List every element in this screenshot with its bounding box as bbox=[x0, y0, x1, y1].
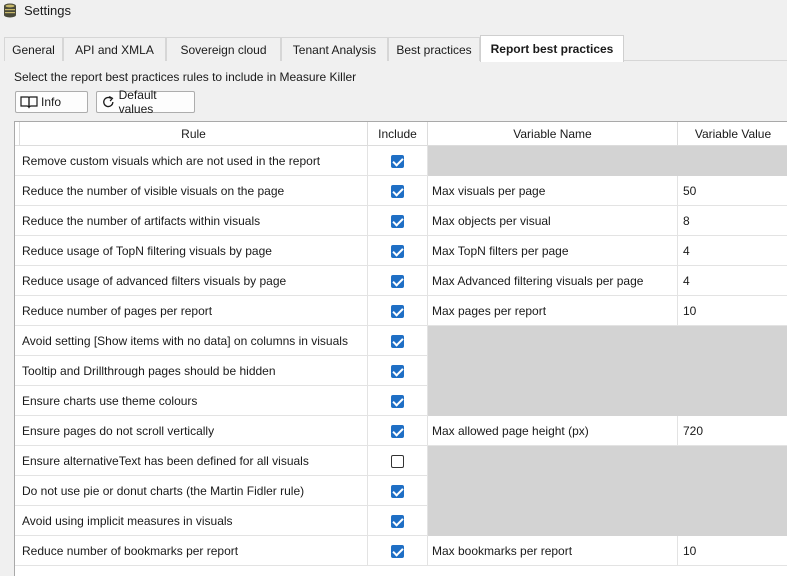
default-values-button[interactable] bbox=[96, 88, 195, 116]
variable-name-cell: Max bookmarks per report bbox=[428, 536, 678, 566]
tab-api-and-xmla[interactable]: API and XMLA bbox=[63, 37, 166, 61]
include-cell bbox=[368, 536, 428, 566]
window-title: Settings bbox=[24, 3, 71, 18]
table-row[interactable] bbox=[15, 296, 787, 326]
include-checkbox[interactable] bbox=[391, 515, 404, 528]
tab-report-best-practices[interactable]: Report best practices bbox=[480, 35, 624, 62]
variable-value-cell[interactable]: 10 bbox=[683, 304, 697, 318]
variable-value-cell bbox=[678, 356, 787, 386]
table-row[interactable] bbox=[15, 536, 787, 566]
table-row[interactable] bbox=[15, 356, 787, 386]
variable-name-cell bbox=[428, 386, 678, 416]
include-checkbox[interactable] bbox=[391, 245, 404, 258]
include-checkbox[interactable] bbox=[391, 185, 404, 198]
rule-cell: Reduce the number of visible visuals on the page bbox=[20, 176, 368, 206]
include-checkbox[interactable] bbox=[391, 455, 404, 468]
table-row[interactable] bbox=[15, 266, 787, 296]
variable-name-cell bbox=[428, 356, 678, 386]
rule-cell: Do not use pie or donut charts (the Martin Fidler rule) bbox=[20, 476, 368, 506]
rule-cell: Reduce the number of artifacts within visuals bbox=[20, 206, 368, 236]
include-checkbox[interactable] bbox=[391, 155, 404, 168]
default-values-button-label: Default values bbox=[118, 88, 157, 116]
variable-value-cell[interactable]: 8 bbox=[683, 214, 690, 228]
rule-cell: Reduce number of pages per report bbox=[20, 296, 368, 326]
variable-value-cell bbox=[678, 386, 787, 416]
variable-name-cell bbox=[428, 326, 678, 356]
variable-name-cell: Max Advanced filtering visuals per page bbox=[428, 266, 678, 296]
include-checkbox[interactable] bbox=[391, 545, 404, 558]
variable-name-cell bbox=[428, 476, 678, 506]
include-cell bbox=[368, 416, 428, 446]
include-cell bbox=[368, 206, 428, 236]
rules-grid bbox=[14, 121, 787, 576]
table-row[interactable] bbox=[15, 176, 787, 206]
variable-value-cell[interactable]: 4 bbox=[683, 274, 690, 288]
rule-cell: Reduce number of bookmarks per report bbox=[20, 536, 368, 566]
include-cell bbox=[368, 146, 428, 176]
table-row[interactable] bbox=[15, 476, 787, 506]
include-cell bbox=[368, 446, 428, 476]
variable-name-cell bbox=[428, 146, 678, 176]
table-row[interactable] bbox=[15, 416, 787, 446]
variable-name-cell bbox=[428, 446, 678, 476]
tab-sovereign-cloud[interactable]: Sovereign cloud bbox=[166, 37, 281, 61]
rule-cell: Tooltip and Drillthrough pages should be hidden bbox=[20, 356, 368, 386]
rule-cell: Ensure alternativeText has been defined for all visuals bbox=[20, 446, 368, 476]
variable-name-cell bbox=[428, 506, 678, 536]
include-checkbox[interactable] bbox=[391, 485, 404, 498]
rule-cell: Ensure pages do not scroll vertically bbox=[20, 416, 368, 446]
header-variable-name[interactable]: Variable Name bbox=[428, 122, 678, 146]
header-include[interactable]: Include bbox=[368, 122, 428, 146]
variable-value-cell[interactable]: 720 bbox=[683, 424, 704, 438]
include-checkbox[interactable] bbox=[391, 395, 404, 408]
include-cell bbox=[368, 476, 428, 506]
include-checkbox[interactable] bbox=[391, 215, 404, 228]
table-row[interactable] bbox=[15, 386, 787, 416]
grid-header bbox=[15, 122, 787, 146]
variable-value-cell[interactable]: 10 bbox=[683, 544, 697, 558]
variable-name-cell: Max pages per report bbox=[428, 296, 678, 326]
table-row[interactable] bbox=[15, 206, 787, 236]
rule-cell: Reduce usage of advanced filters visuals by page bbox=[20, 266, 368, 296]
tab-strip bbox=[4, 35, 787, 61]
tab-best-practices[interactable]: Best practices bbox=[388, 37, 480, 61]
tab-general[interactable]: General bbox=[4, 37, 63, 61]
description-text: Select the report best practices rules to include in Measure Killer bbox=[14, 70, 357, 84]
variable-value-cell[interactable]: 4 bbox=[683, 244, 690, 258]
rule-cell: Ensure charts use theme colours bbox=[20, 386, 368, 416]
variable-name-cell: Max objects per visual bbox=[428, 206, 678, 236]
variable-value-cell bbox=[678, 446, 787, 476]
rule-cell: Reduce usage of TopN filtering visuals by page bbox=[20, 236, 368, 266]
include-checkbox[interactable] bbox=[391, 305, 404, 318]
title-bar bbox=[0, 0, 787, 22]
include-checkbox[interactable] bbox=[391, 275, 404, 288]
table-row[interactable] bbox=[15, 146, 787, 176]
header-rule[interactable]: Rule bbox=[20, 122, 368, 146]
table-row[interactable] bbox=[15, 326, 787, 356]
book-icon bbox=[20, 95, 38, 109]
include-checkbox[interactable] bbox=[391, 425, 404, 438]
info-button-label: Info bbox=[41, 95, 62, 109]
table-row[interactable] bbox=[15, 236, 787, 266]
include-checkbox[interactable] bbox=[391, 365, 404, 378]
include-checkbox[interactable] bbox=[391, 335, 404, 348]
variable-name-cell: Max TopN filters per page bbox=[428, 236, 678, 266]
variable-value-cell bbox=[678, 476, 787, 506]
include-cell bbox=[368, 296, 428, 326]
variable-value-cell bbox=[678, 506, 787, 536]
include-cell bbox=[368, 506, 428, 536]
include-cell bbox=[368, 266, 428, 296]
include-cell bbox=[368, 236, 428, 266]
variable-name-cell: Max allowed page height (px) bbox=[428, 416, 678, 446]
include-cell bbox=[368, 176, 428, 206]
rule-cell: Avoid using implicit measures in visuals bbox=[20, 506, 368, 536]
rule-cell: Avoid setting [Show items with no data] on columns in visuals bbox=[20, 326, 368, 356]
info-button[interactable] bbox=[15, 91, 88, 113]
table-row[interactable] bbox=[15, 506, 787, 536]
include-cell bbox=[368, 386, 428, 416]
variable-value-cell[interactable]: 50 bbox=[683, 184, 697, 198]
include-cell bbox=[368, 326, 428, 356]
rule-cell: Remove custom visuals which are not used in the report bbox=[20, 146, 368, 176]
header-variable-value[interactable]: Variable Value bbox=[694, 127, 772, 141]
variable-value-cell bbox=[678, 146, 787, 176]
refresh-icon bbox=[101, 95, 116, 109]
variable-value-cell bbox=[678, 326, 787, 356]
variable-name-cell: Max visuals per page bbox=[428, 176, 678, 206]
table-row[interactable] bbox=[15, 446, 787, 476]
tab-tenant-analysis[interactable]: Tenant Analysis bbox=[281, 37, 388, 61]
app-database-icon bbox=[3, 3, 17, 18]
include-cell bbox=[368, 356, 428, 386]
